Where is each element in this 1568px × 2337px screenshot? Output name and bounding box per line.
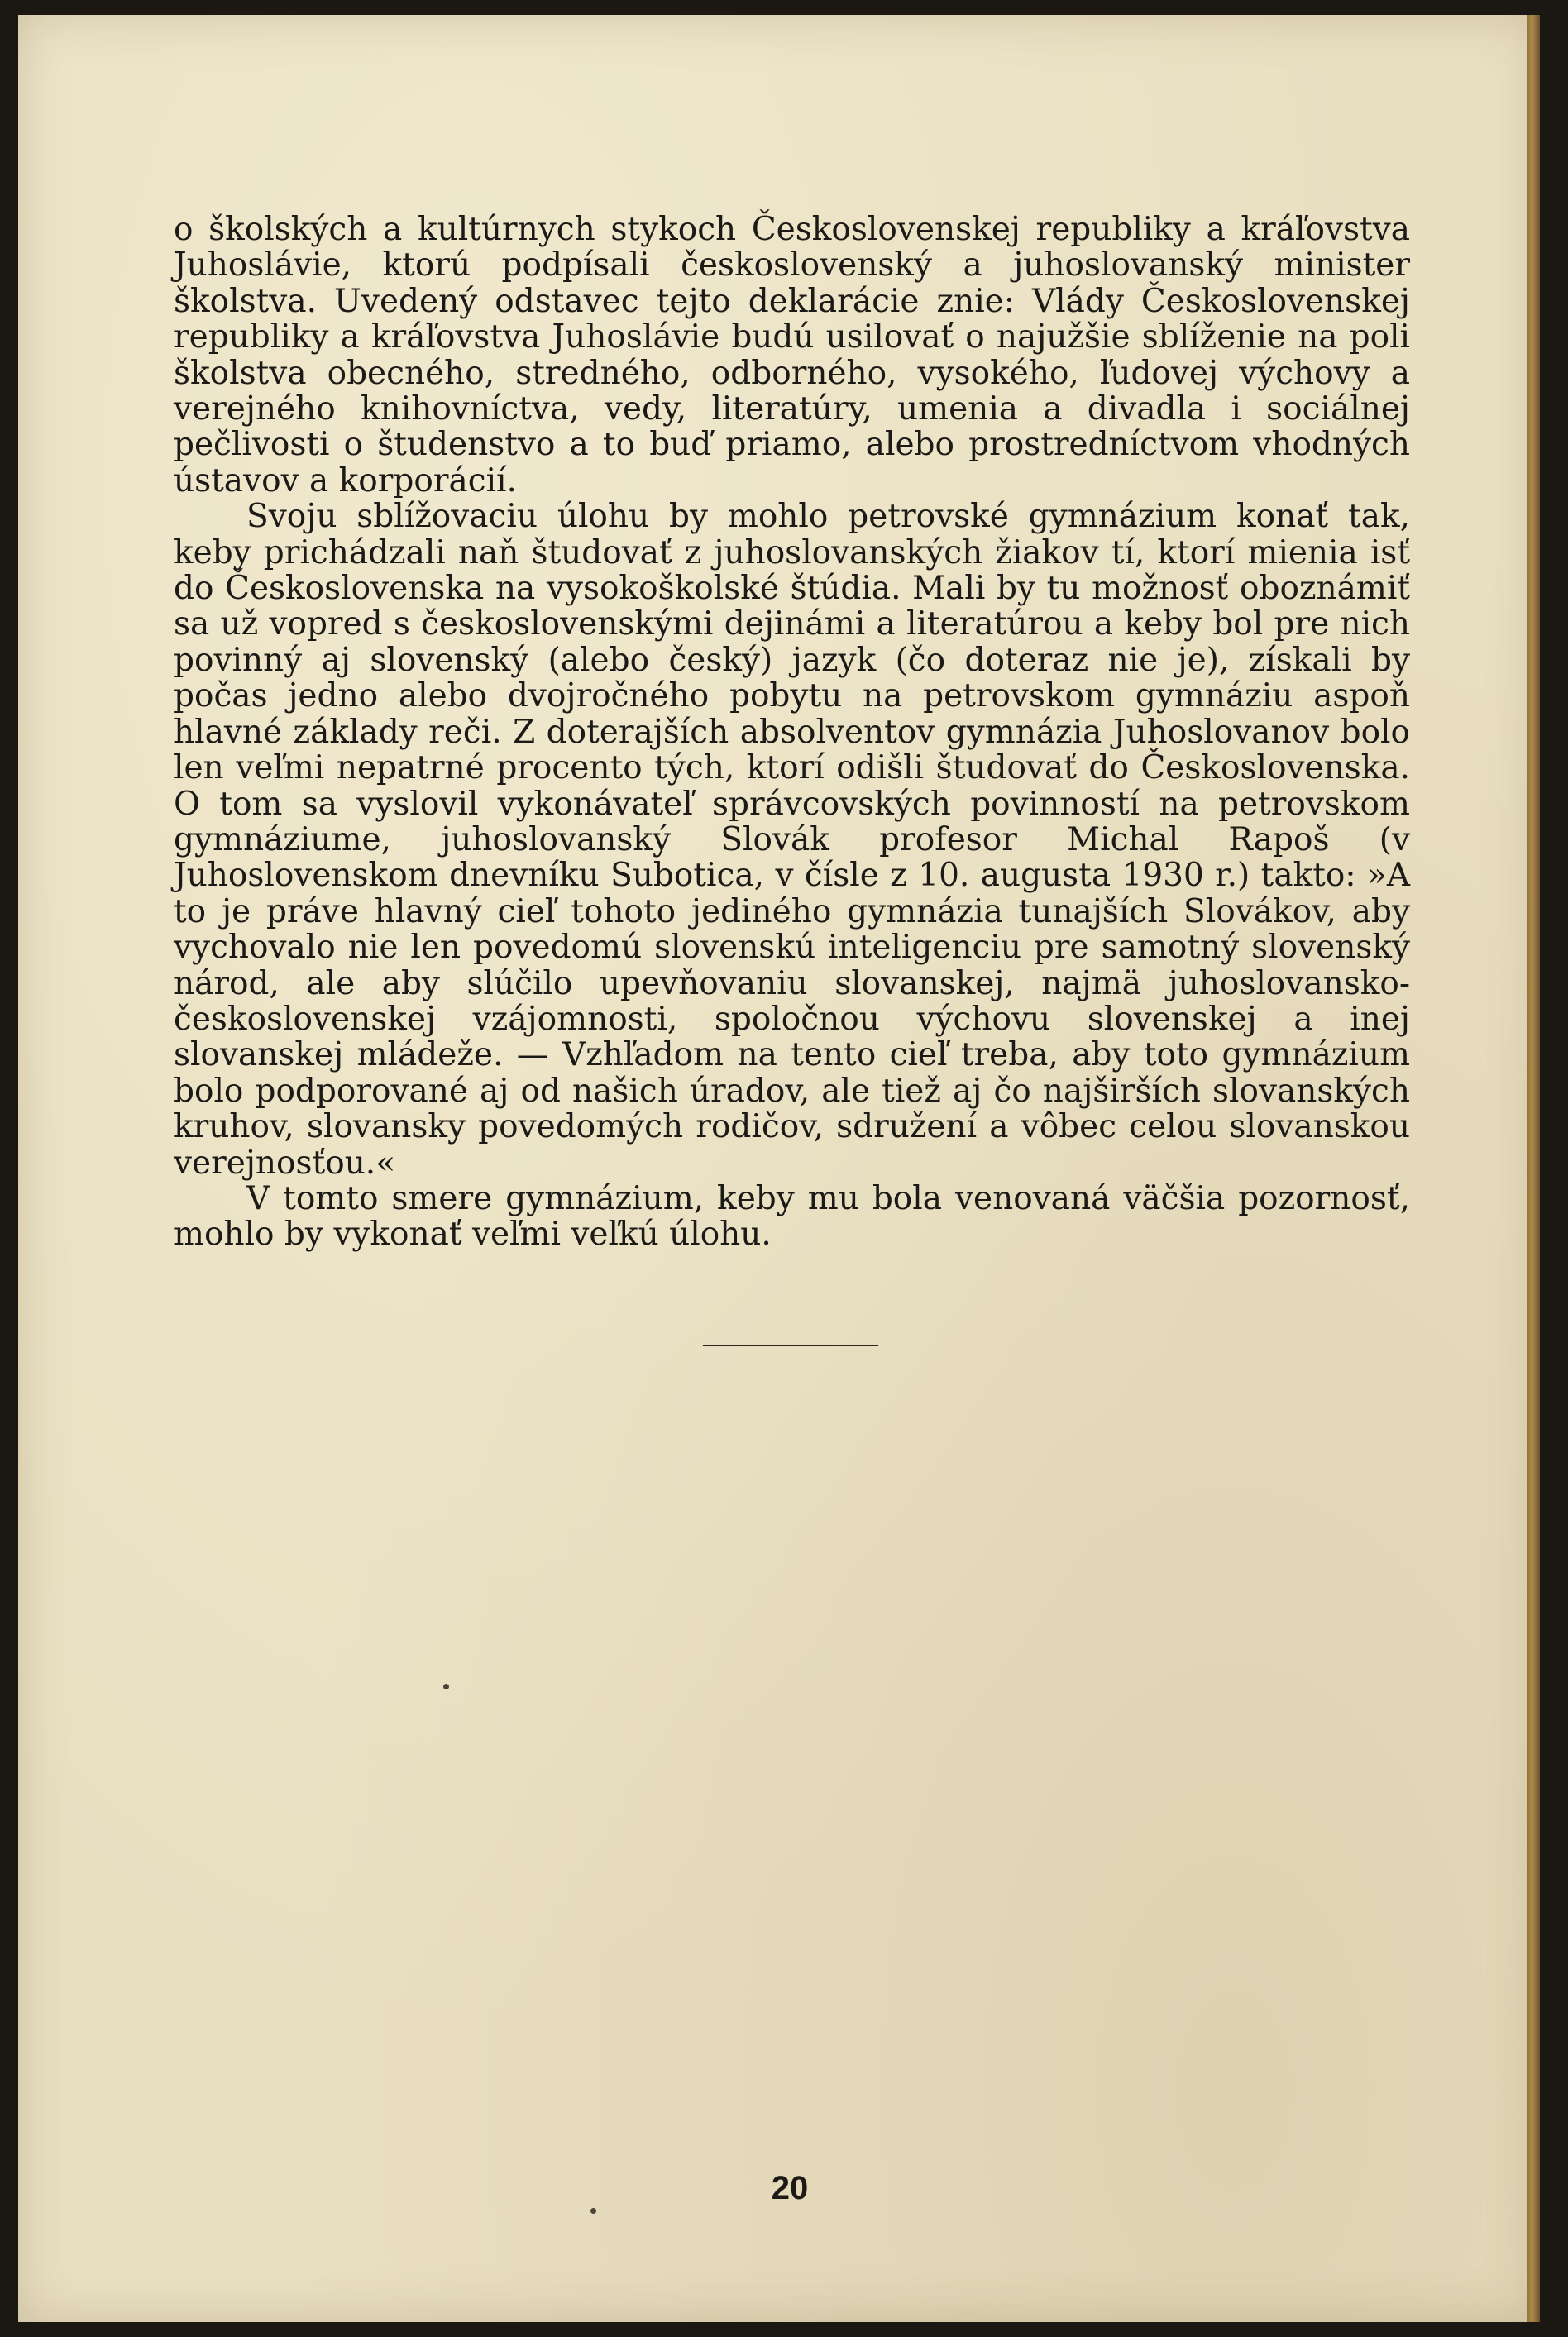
page-edge <box>1527 15 1540 2322</box>
page-number: 20 <box>771 2170 809 2206</box>
paragraph-conclusion: V tomto smere gymnázium, keby mu bola venovaná väčšia pozornosť, mohlo by vykonať veľmi veľkú úlohu. <box>174 1179 1410 1254</box>
paragraph-continuation: o školských a kultúrnych stykoch Československej republiky a kráľovstva Juhoslávie, ktorú podpísali československý a juhoslovanský minister školstva. Uvedený odstavec tejto deklarácie znie: Vlády Československej republiky a kráľovstva Juhoslávie budú usilovať o najužšie sblíženie na poli školstva obecného, stredného, odborného, vysokého, ľudovej výchovy a verejného knihovníctva, vedy, literatúry, umenia a divadla i sociálnej pečlivosti o študenstvo a to buď priamo, alebo prostredníctvom vhodných ústavov a korporácií. <box>174 211 1410 499</box>
paper-speck <box>443 1684 449 1689</box>
paper-speck <box>590 2208 596 2214</box>
paragraph-gymnasium-role: Svoju sblížovaciu úlohu by mohlo petrovské gymnázium konať tak, keby prichádzali naň študovať z juhoslovanských žiakov tí, ktorí mienia isť do Československa na vysokoškolské štúdia. Mali by tu možnosť oboznámiť sa už vopred s československými dejinámi a literatúrou a keby bol pre nich povinný aj slovenský (alebo český) jazyk (čo doteraz nie je), získali by počas jedno alebo dvojročného pobytu na petrovskom gymnáziu aspoň hlavné základy reči. Z doterajších absolventov gymnázia Juhoslovanov bolo len veľmi nepatrné procento tých, ktorí odišli študovať do Československa. O tom sa vyslovil vykonávateľ správcovských povinností na petrovskom gymnáziume, juhoslovanský Slovák profesor Michal Rapoš (v Juhoslovenskom dnevníku Subotica, v čísle z 10. augusta 1930 r.) takto: »A to je práve hlavný cieľ tohoto jediného gymnázia tunajších Slovákov, aby vychovalo nie len povedomú slovenskú inteligenciu pre samotný slovenský národ, ale aby slúčilo upevňovaniu slovanskej, najmä juhoslovansko-československej vzájomnosti, spoločnou výchovu slovenskej a inej slovanskej mládeže. — Vzhľadom na tento cieľ treba, aby toto gymnázium bolo podporované aj od našich úradov, ale tiež aj čo najširších slovanských kruhov, slovansky povedomých rodičov, sdružení a vôbec celou slovanskou verejnosťou.« <box>174 498 1410 1182</box>
body-text <box>174 212 1410 1253</box>
section-divider <box>703 1345 878 1346</box>
